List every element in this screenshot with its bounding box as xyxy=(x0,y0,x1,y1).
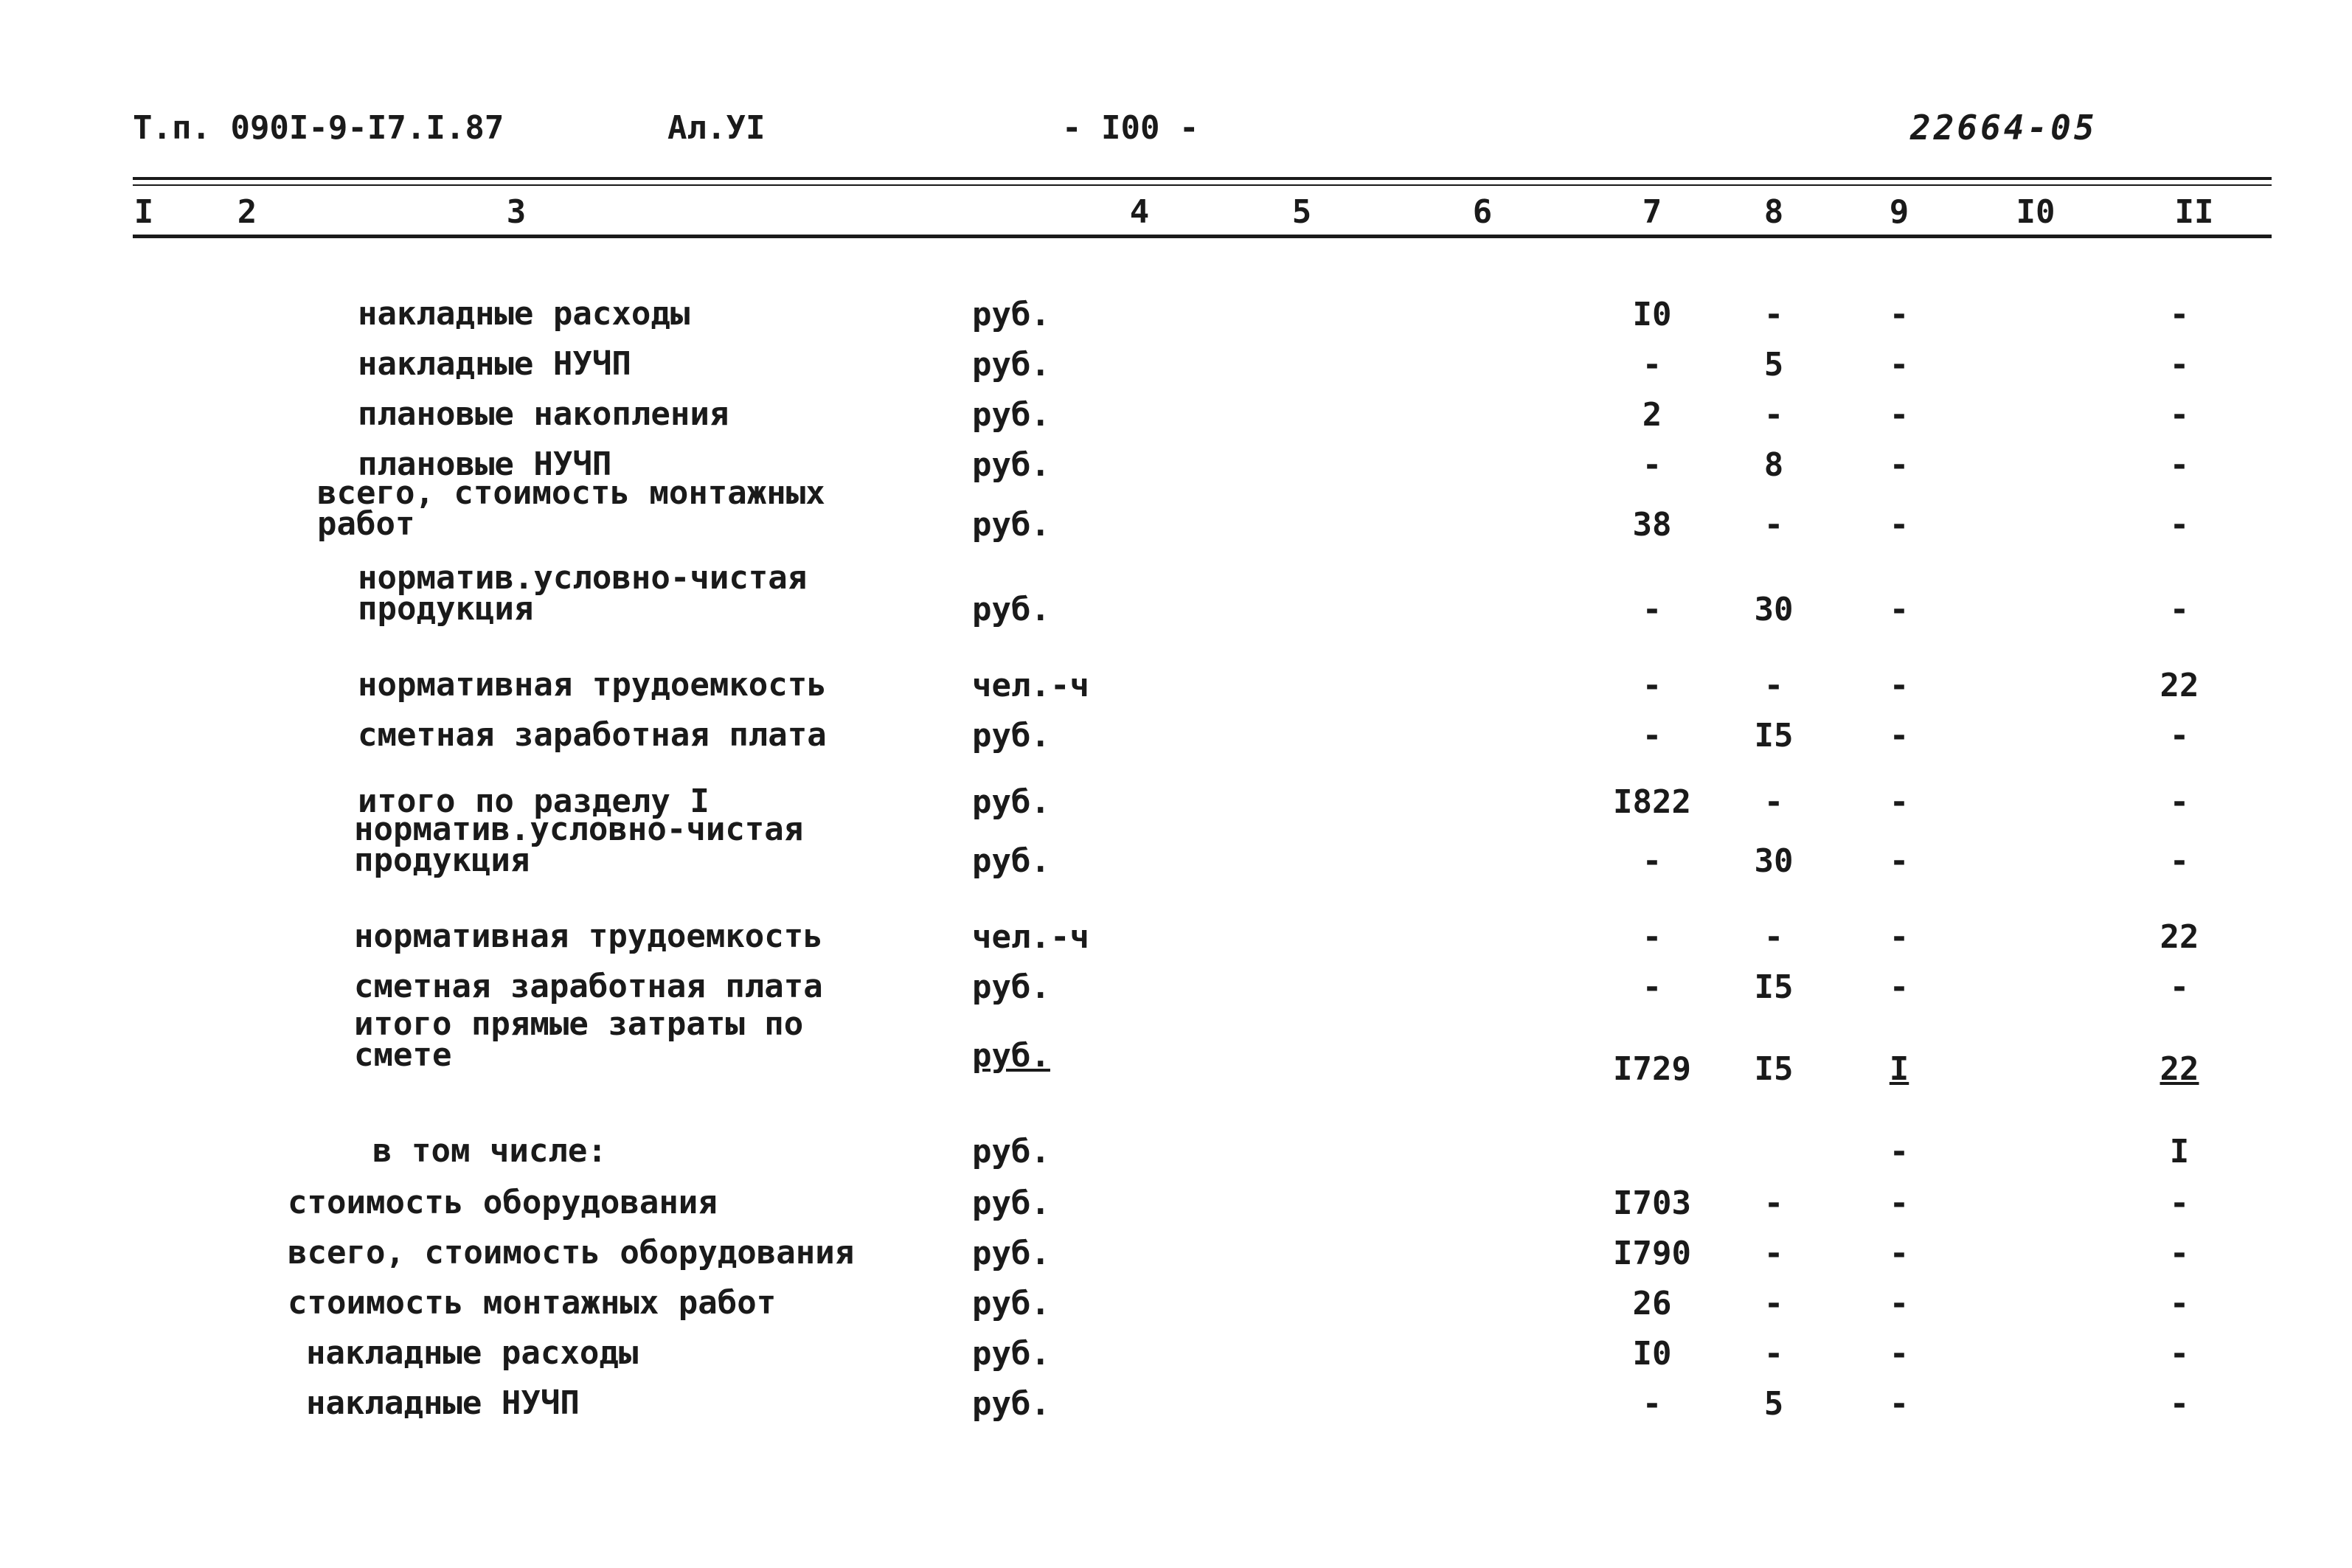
row-unit: руб. xyxy=(972,1184,1050,1222)
value-col-8: 8 xyxy=(1763,446,1784,484)
value-col-7: - xyxy=(1642,968,1662,1006)
row-unit: руб. xyxy=(972,506,1050,544)
column-number: 7 xyxy=(1642,193,1662,231)
column-number: 2 xyxy=(237,193,257,231)
value-col-11: 22 xyxy=(2160,667,2199,704)
row-unit: руб. xyxy=(972,296,1050,333)
value-col-9: - xyxy=(1889,842,1909,880)
column-number: 5 xyxy=(1291,193,1312,231)
value-col-7: - xyxy=(1642,346,1662,384)
value-col-11: - xyxy=(2169,1285,2190,1322)
header-rule-bottom xyxy=(133,235,2272,238)
row-label: плановые НУЧП xyxy=(358,445,612,483)
row-label: накладные НУЧП xyxy=(358,345,631,383)
value-col-9: - xyxy=(1889,1385,1909,1423)
value-col-11: - xyxy=(2169,396,2190,434)
value-col-7: I0 xyxy=(1632,296,1672,333)
value-col-11: I xyxy=(2169,1133,2190,1170)
value-col-9: - xyxy=(1889,591,1909,628)
table-row xyxy=(0,917,2352,973)
column-number: I0 xyxy=(2016,193,2056,231)
value-col-11: - xyxy=(2169,296,2190,333)
table-row xyxy=(0,666,2352,721)
value-col-9: - xyxy=(1889,783,1909,821)
value-col-11: - xyxy=(2169,446,2190,484)
value-col-9: - xyxy=(1889,1285,1909,1322)
value-col-11: - xyxy=(2169,506,2190,544)
value-col-11: - xyxy=(2169,1184,2190,1222)
value-col-8: - xyxy=(1763,667,1784,704)
row-label: в том числе: xyxy=(372,1132,607,1170)
row-unit: руб. xyxy=(972,1037,1050,1075)
value-col-8: - xyxy=(1763,506,1784,544)
value-col-8: - xyxy=(1763,1235,1784,1272)
value-col-8: 5 xyxy=(1763,1385,1784,1423)
value-col-9: - xyxy=(1889,968,1909,1006)
value-col-9: - xyxy=(1889,918,1909,956)
table-row xyxy=(0,1132,2352,1187)
column-number: II xyxy=(2174,193,2214,231)
value-col-11: - xyxy=(2169,1385,2190,1423)
table-row xyxy=(0,395,2352,451)
value-col-9: - xyxy=(1889,446,1909,484)
row-label: всего, стоимость оборудования xyxy=(288,1234,855,1272)
row-label: нормативная трудоемкость xyxy=(358,666,827,704)
value-col-7: 26 xyxy=(1632,1285,1672,1322)
row-label: стоимость монтажных работ xyxy=(288,1284,777,1322)
row-label: всего, стоимость монтажных работ xyxy=(317,474,825,543)
value-col-8: 5 xyxy=(1763,346,1784,384)
row-unit: руб. xyxy=(972,1235,1050,1272)
row-label: сметная заработная плата xyxy=(354,968,823,1005)
row-unit: руб. xyxy=(972,396,1050,434)
inventory-number: 22664-05 xyxy=(1910,108,2098,148)
value-col-7: I703 xyxy=(1613,1184,1691,1222)
value-col-8: I5 xyxy=(1754,717,1794,754)
value-col-7: - xyxy=(1642,667,1662,704)
table-row xyxy=(0,1234,2352,1289)
table-row xyxy=(0,1284,2352,1339)
value-col-8: 30 xyxy=(1754,842,1794,880)
table-row xyxy=(0,1005,2352,1092)
row-unit: руб. xyxy=(972,783,1050,821)
value-col-11: - xyxy=(2169,968,2190,1006)
table-row xyxy=(0,559,2352,645)
value-col-8: I5 xyxy=(1754,1050,1794,1088)
table-row xyxy=(0,295,2352,350)
table-row xyxy=(0,474,2352,561)
value-col-7: I0 xyxy=(1632,1335,1672,1373)
row-unit: руб. xyxy=(972,842,1050,880)
row-unit: руб. xyxy=(972,968,1050,1006)
value-col-11: - xyxy=(2169,1235,2190,1272)
row-label: накладные расходы xyxy=(306,1334,639,1372)
column-number: 4 xyxy=(1129,193,1150,231)
row-unit: руб. xyxy=(972,1133,1050,1170)
row-unit: руб. xyxy=(972,346,1050,384)
album-number: Ал.УI xyxy=(667,109,766,147)
value-col-7: I729 xyxy=(1613,1050,1691,1088)
value-col-11: - xyxy=(2169,346,2190,384)
table-row xyxy=(0,1334,2352,1390)
table-row xyxy=(0,345,2352,400)
column-number: 3 xyxy=(506,193,527,231)
page-number: - I00 - xyxy=(1062,109,1199,147)
value-col-11: - xyxy=(2169,783,2190,821)
value-col-8: - xyxy=(1763,1184,1784,1222)
value-col-8: - xyxy=(1763,918,1784,956)
value-col-7: I822 xyxy=(1613,783,1691,821)
value-col-9: - xyxy=(1889,1235,1909,1272)
value-col-7: I790 xyxy=(1613,1235,1691,1272)
row-label: накладные расходы xyxy=(358,295,690,333)
row-label: сметная заработная плата xyxy=(358,716,827,754)
value-col-11: - xyxy=(2169,842,2190,880)
value-col-9: - xyxy=(1889,346,1909,384)
column-number: 9 xyxy=(1889,193,1909,231)
value-col-7: 2 xyxy=(1642,396,1662,434)
value-col-11: 22 xyxy=(2160,1050,2199,1088)
column-number: I xyxy=(133,193,154,231)
row-unit: чел.-ч xyxy=(972,918,1089,956)
value-col-8: - xyxy=(1763,396,1784,434)
value-col-7: - xyxy=(1642,918,1662,956)
row-label: накладные НУЧП xyxy=(306,1384,580,1422)
value-col-11: - xyxy=(2169,1335,2190,1373)
row-label: норматив.условно-чистая продукция xyxy=(358,559,808,628)
value-col-11: - xyxy=(2169,591,2190,628)
table-row xyxy=(0,1184,2352,1239)
row-label: нормативная трудоемкость xyxy=(354,917,823,955)
table-row xyxy=(0,968,2352,1023)
row-label: стоимость оборудования xyxy=(288,1184,718,1221)
column-number: 6 xyxy=(1472,193,1493,231)
value-col-8: - xyxy=(1763,1335,1784,1373)
value-col-9: - xyxy=(1889,1133,1909,1170)
value-col-8: 30 xyxy=(1754,591,1794,628)
value-col-9: - xyxy=(1889,1184,1909,1222)
value-col-8: - xyxy=(1763,296,1784,333)
value-col-9: I xyxy=(1889,1050,1909,1088)
row-label: итого по разделу I xyxy=(358,783,710,820)
value-col-7: - xyxy=(1642,717,1662,754)
header-rule-top xyxy=(133,177,2272,180)
table-row xyxy=(0,716,2352,771)
row-label: итого прямые затраты по смете xyxy=(354,1005,804,1074)
table-row xyxy=(0,783,2352,838)
value-col-7: - xyxy=(1642,591,1662,628)
value-col-11: - xyxy=(2169,717,2190,754)
row-unit: руб. xyxy=(972,1285,1050,1322)
value-col-11: 22 xyxy=(2160,918,2199,956)
row-unit: руб. xyxy=(972,591,1050,628)
value-col-8: - xyxy=(1763,1285,1784,1322)
value-col-8: I5 xyxy=(1754,968,1794,1006)
value-col-9: - xyxy=(1889,717,1909,754)
row-unit: руб. xyxy=(972,1335,1050,1373)
column-number: 8 xyxy=(1763,193,1784,231)
value-col-9: - xyxy=(1889,296,1909,333)
row-unit: руб. xyxy=(972,1385,1050,1423)
row-label: норматив.условно-чистая продукция xyxy=(354,811,804,879)
table-row xyxy=(0,811,2352,897)
row-unit: чел.-ч xyxy=(972,667,1089,704)
value-col-7: - xyxy=(1642,1385,1662,1423)
row-unit: руб. xyxy=(972,717,1050,754)
document-code: Т.п. 090I-9-I7.I.87 xyxy=(133,109,504,147)
row-unit: руб. xyxy=(972,446,1050,484)
value-col-9: - xyxy=(1889,506,1909,544)
value-col-7: 38 xyxy=(1632,506,1672,544)
row-label: плановые накопления xyxy=(358,395,729,433)
value-col-9: - xyxy=(1889,396,1909,434)
header-rule-top-thin xyxy=(133,184,2272,186)
value-col-7: - xyxy=(1642,842,1662,880)
value-col-9: - xyxy=(1889,667,1909,704)
value-col-8: - xyxy=(1763,783,1784,821)
value-col-7: - xyxy=(1642,446,1662,484)
value-col-9: - xyxy=(1889,1335,1909,1373)
table-row xyxy=(0,1384,2352,1440)
